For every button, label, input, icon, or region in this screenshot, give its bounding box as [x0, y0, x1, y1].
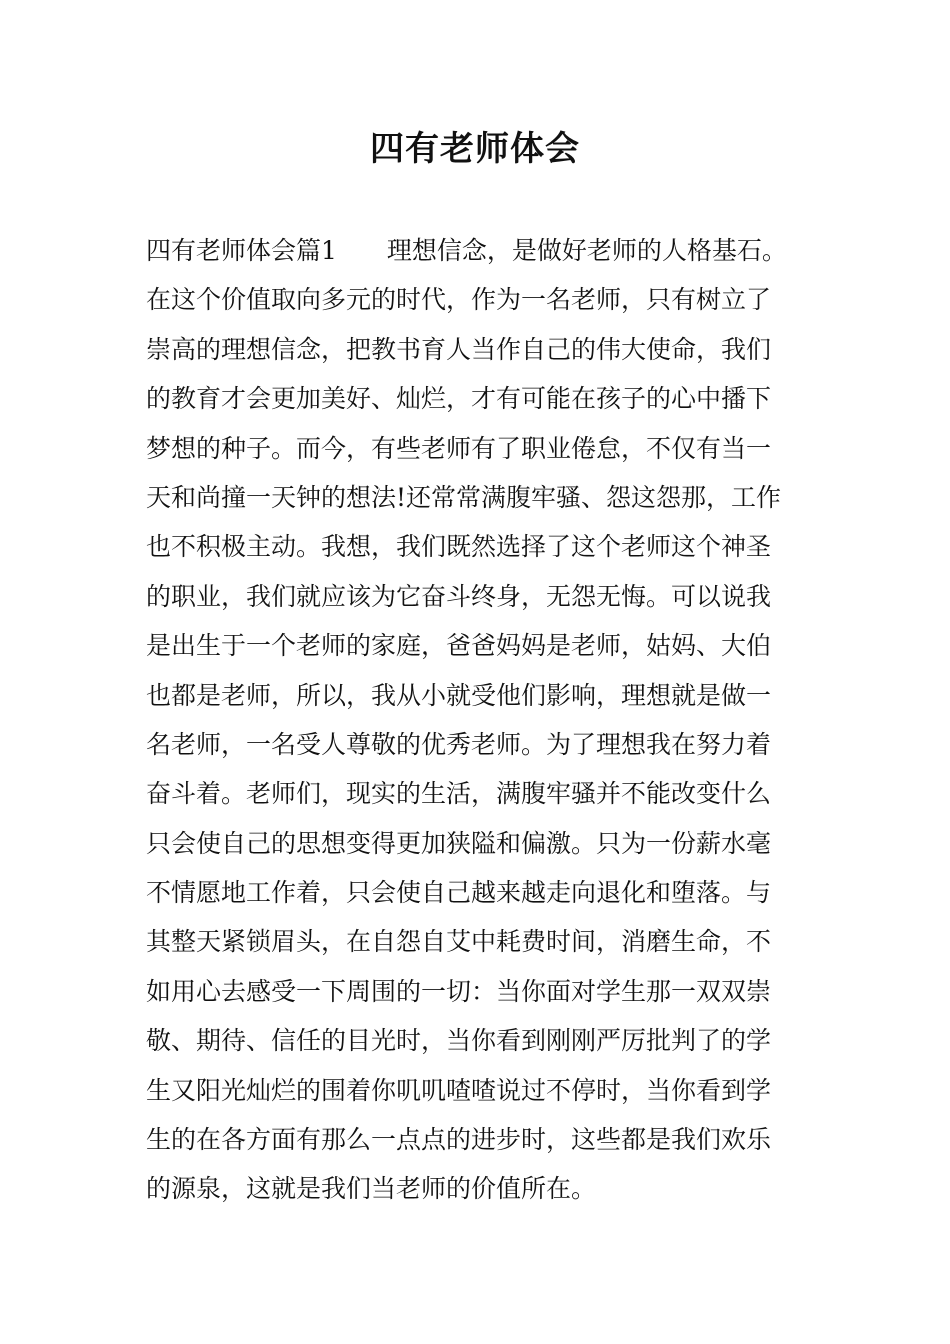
text-line: 如用心去感受一下周围的一切：当你面对学生那一双双崇 — [146, 976, 772, 1006]
text-line: 奋斗着。老师们，现实的生活，满腹牢骚并不能改变什么 — [146, 779, 772, 809]
body-paragraph — [146, 226, 808, 1214]
text-line: 不情愿地工作着，只会使自己越来越走向退化和堕落。与 — [146, 878, 772, 908]
document-title: 四有老师体会 — [370, 129, 580, 169]
text-line: 崇高的理想信念，把教书育人当作自己的伟大使命，我们 — [146, 334, 772, 364]
text-line: 也都是老师，所以，我从小就受他们影响，理想就是做一 — [146, 680, 772, 710]
text-line: 的职业，我们就应该为它奋斗终身，无怨无悔。可以说我 — [146, 581, 772, 611]
text-line: 名老师，一名受人尊敬的优秀老师。为了理想我在努力着 — [146, 729, 772, 759]
text-line: 是出生于一个老师的家庭，爸爸妈妈是老师，姑妈、大伯 — [146, 631, 772, 661]
text-line: 天和尚撞一天钟的想法!还常常满腹牢骚、怨这怨那，工作 — [146, 482, 782, 512]
section-label: 四有老师体会篇1 — [146, 236, 337, 265]
text-line: 生的在各方面有那么一点点的进步时，这些都是我们欢乐 — [146, 1125, 772, 1155]
text-line: 其整天紧锁眉头，在自怨自艾中耗费时间，消磨生命，不 — [146, 927, 772, 957]
text-line: 也不积极主动。我想，我们既然选择了这个老师这个神圣 — [146, 532, 772, 562]
text-line: 梦想的种子。而今，有些老师有了职业倦怠，不仅有当一 — [146, 433, 772, 463]
text-line: 生又阳光灿烂的围着你叽叽喳喳说过不停时，当你看到学 — [146, 1075, 772, 1105]
text-line: 的源泉，这就是我们当老师的价值所在。 — [146, 1174, 597, 1204]
text-line: 敬、期待、信任的目光时，当你看到刚刚严厉批判了的学 — [146, 1026, 772, 1056]
text-line: 在这个价值取向多元的时代，作为一名老师，只有树立了 — [146, 285, 772, 315]
text-line: 只会使自己的思想变得更加狭隘和偏激。只为一份薪水毫 — [146, 828, 772, 858]
text-line — [146, 226, 808, 275]
line-text: 理想信念，是做好老师的人格基石。 — [386, 236, 787, 265]
text-line: 的教育才会更加美好、灿烂，才有可能在孩子的心中播下 — [146, 384, 772, 414]
